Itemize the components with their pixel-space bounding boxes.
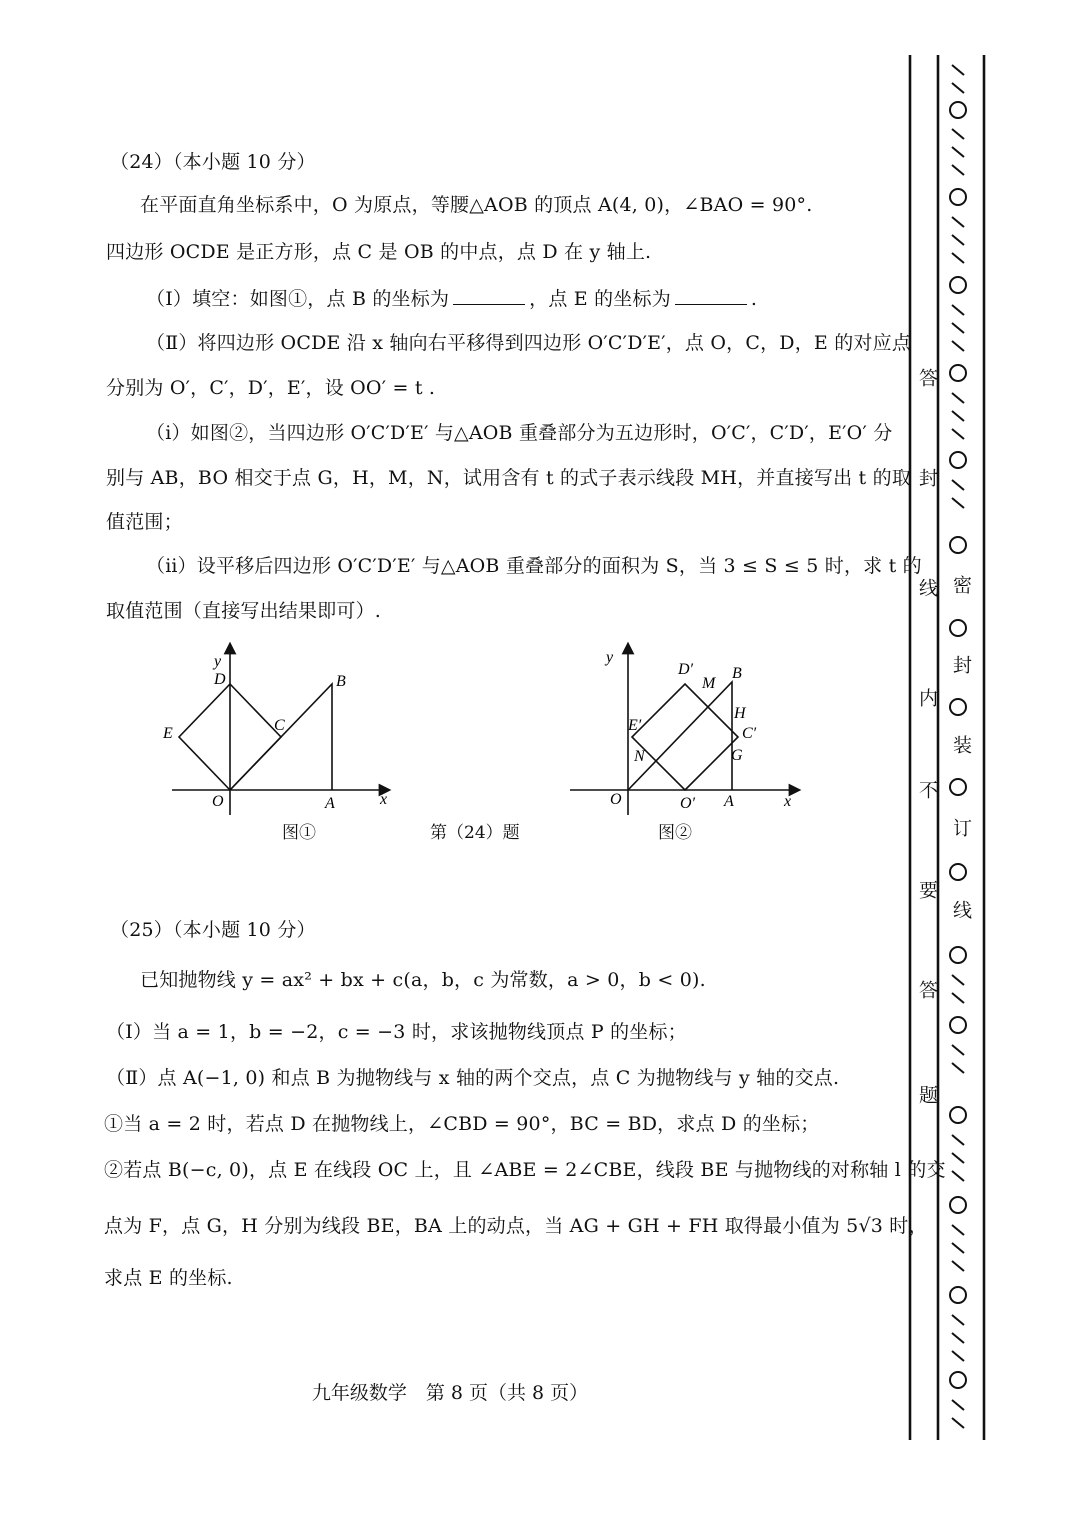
margin-outer-char-1: 密 (950, 575, 972, 594)
figure-1 (160, 640, 410, 820)
figure-2-caption: 图② (658, 823, 692, 843)
figure-title: 第（24）题 (430, 823, 520, 843)
q24-para-7: 别与 AB，BO 相交于点 G，H，M，N，试用含有 t 的式子表示线段 MH，并直接写出 t 的取 (106, 467, 912, 489)
fig1-label-e: E (163, 725, 173, 742)
fig2-label-n: N (634, 748, 645, 765)
margin-outer-char-3: 装 (950, 735, 972, 754)
q25-para-7: 求点 E 的坐标. (104, 1267, 233, 1289)
fig1-label-y: y (214, 653, 222, 670)
q25-para-2: （Ⅰ）当 a = 1，b = −2，c = −3 时，求该抛物线顶点 P 的坐标； (106, 1021, 687, 1043)
answer-blank-e[interactable] (675, 286, 747, 305)
q25-para-3: （Ⅱ）点 A(−1, 0) 和点 B 为抛物线与 x 轴的两个交点，点 C 为抛物线与 y 轴的交点. (106, 1067, 840, 1089)
fig2-label-e-prime: E′ (628, 717, 642, 734)
q24-para-1: 在平面直角坐标系中，O 为原点，等腰△AOB 的顶点 A(4, 0)，∠BAO = 90°. (140, 194, 813, 216)
fig2-label-o-prime: O′ (680, 795, 696, 812)
margin-inner-char-6: 要 (916, 880, 938, 899)
fig1-label-d: D (214, 671, 226, 688)
fig2-label-a: A (724, 793, 734, 810)
fig2-square-o2c2d2e2 (632, 684, 738, 790)
q25-para-5: ②若点 B(−c, 0)，点 E 在线段 OC 上，且 ∠ABE = 2∠CBE，线段 BE 与抛物线的对称轴 l 的交 (104, 1159, 946, 1181)
q24-para-5: 分别为 O′，C′，D′，E′，设 OO′ = t . (106, 377, 436, 399)
q24-header: （24）（本小题 10 分） (110, 151, 316, 173)
fig2-label-m: M (702, 675, 716, 692)
margin-inner-char-8: 题 (916, 1085, 938, 1104)
fig1-label-o: O (212, 793, 224, 810)
fig1-label-a: A (325, 795, 335, 812)
q24-para-9: （ⅱ）设平移后四边形 O′C′D′E′ 与△AOB 重叠部分的面积为 S，当 3 ≤ S ≤ 5 时，求 t 的 (146, 555, 922, 577)
fig1-label-b: B (336, 673, 346, 690)
margin-outer-char-4: 订 (950, 818, 972, 837)
q25-para-6: 点为 F，点 G，H 分别为线段 BE，BA 上的动点，当 AG + GH + FH 取得最小值为 5√3 时， (104, 1215, 928, 1237)
q24-para-4: （Ⅱ）将四边形 OCDE 沿 x 轴向右平移得到四边形 O′C′D′E′，点 O，C，D，E 的对应点 (146, 332, 912, 354)
q24-para-6: （ⅰ）如图②，当四边形 O′C′D′E′ 与△AOB 重叠部分为五边形时，O′C′，C′D′，E′O′ 分 (146, 422, 893, 444)
margin-inner-char-5: 不 (916, 780, 938, 799)
figure-1-caption: 图① (282, 823, 316, 843)
margin-inner-char-7: 答 (916, 980, 938, 999)
fig2-label-b: B (732, 665, 742, 682)
fig2-label-o: O (610, 791, 622, 808)
fig2-label-d-prime: D′ (678, 661, 694, 678)
fig1-label-c: C (274, 717, 285, 734)
margin-outer-char-5: 线 (950, 900, 972, 919)
fig2-label-h: H (734, 705, 746, 722)
fig2-label-y: y (606, 649, 614, 666)
fig1-label-x: x (380, 791, 388, 808)
q24-para-10: 取值范围（直接写出结果即可）. (106, 600, 382, 622)
q24-part1-text-c: . (750, 288, 758, 310)
fig2-triangle-aob (628, 682, 732, 790)
margin-inner-char-3: 线 (916, 578, 938, 597)
fig2-label-c-prime: C′ (742, 725, 757, 742)
q25-header: （25）（本小题 10 分） (110, 919, 316, 941)
q25-para-1: 已知抛物线 y = ax² + bx + c(a，b，c 为常数，a > 0，b < 0). (140, 969, 706, 991)
fig2-label-g: G (731, 747, 743, 764)
q24-para-8: 值范围； (106, 511, 183, 533)
q25-para-4: ①当 a = 2 时，若点 D 在抛物线上，∠CBD = 90°，BC = BD，求点 D 的坐标； (104, 1113, 820, 1135)
answer-blank-b[interactable] (453, 286, 525, 305)
q24-para-2: 四边形 OCDE 是正方形，点 C 是 OB 的中点，点 D 在 y 轴上. (106, 241, 652, 263)
q24-part1 (146, 286, 757, 311)
margin-outer-char-2: 封 (950, 655, 972, 674)
q24-part1-text-a: （Ⅰ）填空：如图①，点 B 的坐标为 (146, 288, 450, 310)
margin-inner-char-2: 封 (916, 468, 938, 487)
margin-inner-char-4: 内 (916, 688, 938, 707)
margin-inner-char-1: 答 (916, 368, 938, 387)
fig2-label-x: x (784, 793, 792, 810)
q24-part1-text-b: ，点 E 的坐标为 (529, 288, 671, 310)
figure-2 (560, 640, 810, 820)
page-footer: 九年级数学 第 8 页（共 8 页） (311, 1382, 589, 1404)
